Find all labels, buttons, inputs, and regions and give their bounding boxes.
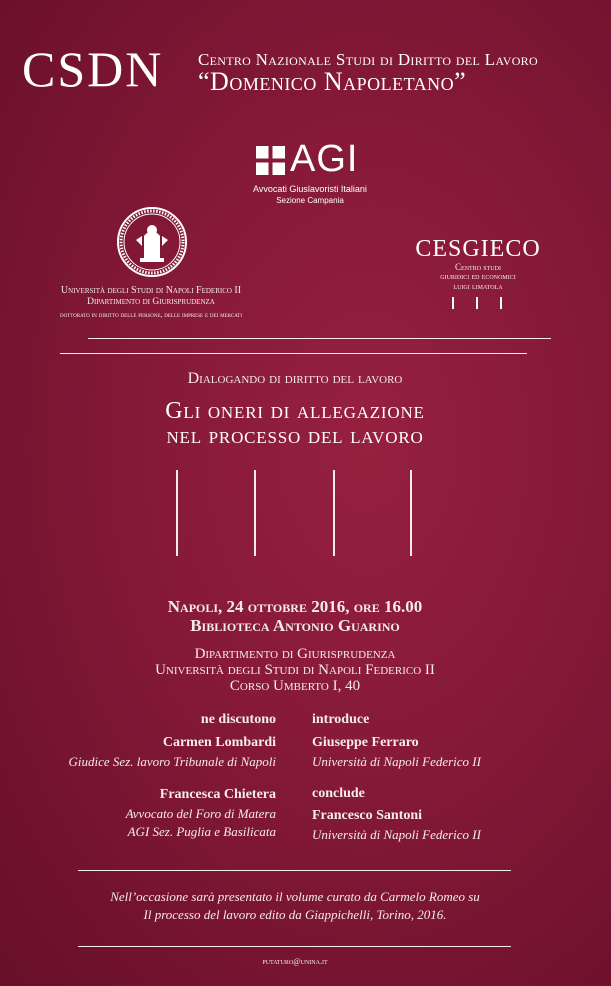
speaker-affiliation: Giudice Sez. lavoro Tribunale di Napoli xyxy=(68,754,276,769)
role-introduces: introduce xyxy=(312,712,370,727)
department-name: Dipartimento di Giurisprudenza xyxy=(87,297,215,307)
doctorate-name: dottorato in diritto delle persone, delle imprese e dei mercati xyxy=(59,310,243,319)
agi-subtitle: Avvocati Giuslavoristi Italiani xyxy=(253,184,367,194)
decorative-line xyxy=(410,470,412,556)
book-note-line-2: Il processo del lavoro edito da Giappichelli, Torino, 2016. xyxy=(143,907,447,922)
cesgieco-pillar-icon xyxy=(500,297,502,309)
divider xyxy=(88,338,551,339)
event-venue: Biblioteca Antonio Guarino xyxy=(190,616,400,635)
csdn-logo: CSDN xyxy=(22,41,164,97)
speaker-name: Francesco Santoni xyxy=(312,808,423,823)
cesgieco-line-3: luigi limatola xyxy=(453,281,503,291)
decorative-line xyxy=(176,470,178,556)
event-title-line-1: Gli oneri di allegazione xyxy=(165,398,425,424)
cesgieco-pillar-icon xyxy=(476,297,478,309)
book-note-line-1: Nell’occasione sarà presentato il volume curato da Carmelo Romeo su xyxy=(110,889,480,904)
agi-logo-icon xyxy=(256,146,285,175)
divider xyxy=(78,946,511,947)
divider xyxy=(78,870,511,871)
agi-section: Sezione Campania xyxy=(276,196,344,205)
speaker-name: Giuseppe Ferraro xyxy=(312,735,419,750)
speaker-name: Francesca Chietera xyxy=(159,787,276,802)
speaker-affiliation: Università di Napoli Federico II xyxy=(312,754,481,769)
address-street: Corso Umberto I, 40 xyxy=(229,678,361,694)
divider xyxy=(60,353,527,354)
speaker-name: Carmen Lombardi xyxy=(162,735,276,750)
cesgieco-line-2: giuridici ed economici xyxy=(440,271,516,281)
cesgieco-pillar-icon xyxy=(452,297,454,309)
cesgieco-line-1: Centro studi xyxy=(455,262,501,272)
cesgieco-logo: CESGIECO xyxy=(415,236,541,262)
address-university: Università degli Studi di Napoli Federico II xyxy=(155,662,435,678)
address-department: Dipartimento di Giurisprudenza xyxy=(194,646,396,662)
contact-email[interactable]: putaturo@unina.it xyxy=(262,957,328,966)
university-seal-icon xyxy=(116,206,188,278)
event-date: Napoli, 24 ottobre 2016, ore 16.00 xyxy=(167,597,423,616)
series-title: Dialogando di diritto del lavoro xyxy=(187,370,403,387)
speaker-affiliation: AGI Sez. Puglia e Basilicata xyxy=(127,824,276,839)
event-title-line-2: nel processo del lavoro xyxy=(166,423,424,449)
decorative-line xyxy=(333,470,335,556)
speaker-affiliation: Università di Napoli Federico II xyxy=(312,827,481,842)
role-concludes: conclude xyxy=(312,786,365,801)
center-dedication: “Domenico Napoletano” xyxy=(198,67,467,96)
agi-logo: AGI xyxy=(290,138,359,180)
speaker-affiliation: Avvocato del Foro di Matera xyxy=(125,806,276,821)
university-name: Università degli Studi di Napoli Federico II xyxy=(60,285,242,296)
role-discussants: ne discutono xyxy=(200,712,276,727)
center-name: Centro Nazionale Studi di Diritto del Lavoro xyxy=(198,50,538,69)
decorative-line xyxy=(254,470,256,556)
